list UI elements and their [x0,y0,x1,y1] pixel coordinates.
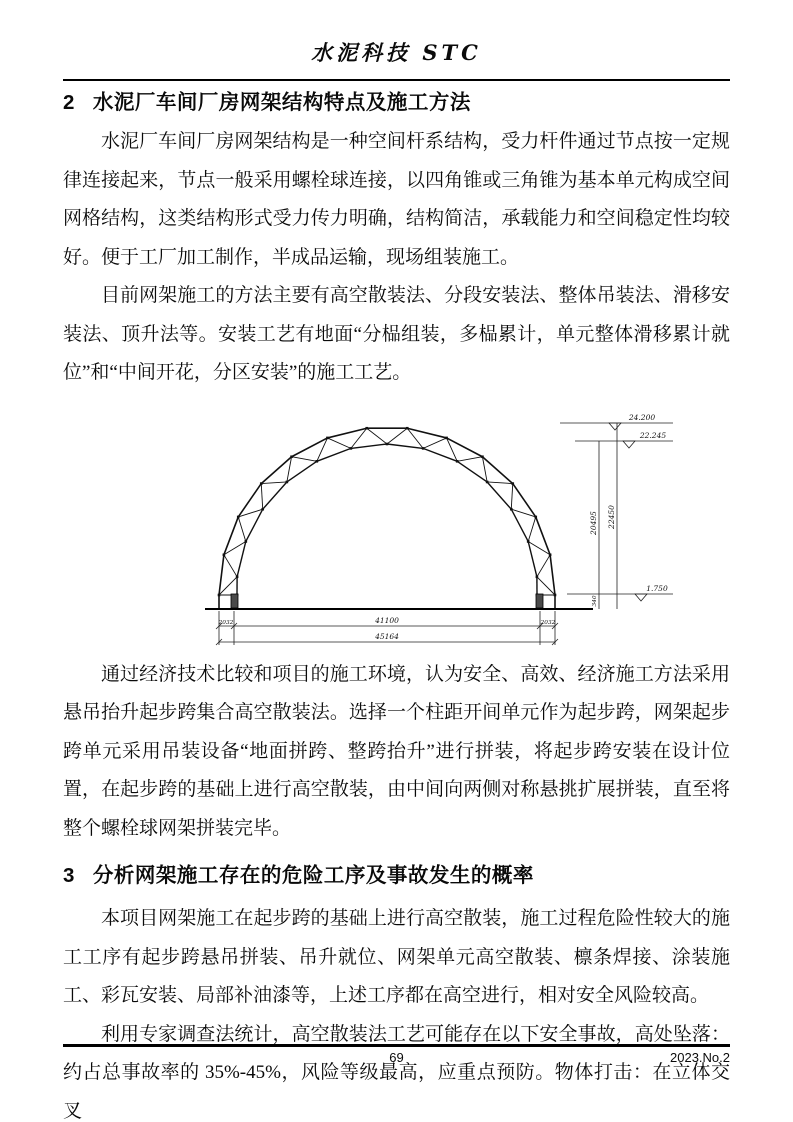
section-3-title: 分析网架施工存在的危险工序及事故发生的概率 [92,864,534,887]
arch-truss-diagram [195,395,695,647]
section-2-number: 2 [63,91,75,114]
issue-label: 2023.No.2 [670,1050,730,1065]
section-2-title: 水泥厂车间厂房网架结构特点及施工方法 [92,91,471,114]
main-span-dim-label: 41100 [375,615,399,625]
section-2-heading [63,88,730,118]
page-number: 69 [389,1050,404,1065]
section-3-paragraph-1: 本项目网架施工在起步跨的基础上进行高空散装，施工过程危险性较大的施工工序有起步跨悬吊拼装、吊升就位、网架单元高空散装、檩条焊接、涂装施工、彩瓦安装、局部补油漆等，上述工序都在高空进行，相对安全风险较高。 [63,908,730,1006]
section-2-paragraph-1: 水泥厂车间厂房网架结构是一种空间杆系结构，受力杆件通过节点按一定规律连接起来，节点一般采用螺栓球连接，以四角锥或三角锥为基本单元构成空间网格结构，这类结构形式受力传力明确，结构简洁，承载能力和空间稳定性均较好。便于工厂加工制作，半成品运输，现场组装施工。 [63,131,730,268]
arch-truss-figure [195,395,695,652]
elev-mid-label: 22.245 [639,430,667,440]
base-offset-dim-label: 340 [592,594,598,607]
section-3-paragraph-2: 利用专家调查法统计，高空散装法工艺可能存在以下安全事故，高处坠落：约占总事故率的 35%-45%，风险等级最高，应重点预防。物体打击：在立体交叉 [63,1023,730,1122]
right-span-dim-label: 2032 [540,619,556,626]
section-3-number: 3 [63,864,75,887]
left-pedestal [231,594,238,608]
section-2-paragraph-3: 通过经济技术比较和项目的施工环境，认为安全、高效、经济施工方法采用悬吊抬升起步跨集合高空散装法。选择一个柱距开间单元作为起步跨，网架起步跨单元采用吊装设备“地面拼跨、整跨抬升”进行拼装，将起步跨安装在设计位置，在起步跨的基础上进行高空散装，由中间向两侧对称悬挑扩展拼装，直至将整个螺栓球网架拼装完毕。 [63,663,730,839]
right-pedestal [536,594,543,608]
section-2-paragraph-2: 目前网架施工的方法主要有高空散装法、分段安装法、整体吊装法、滑移安装法、顶升法等。安装工艺有地面“分榀组装，多榀累计，单元整体滑移累计就位”和“中间开花，分区安装”的施工工艺。 [63,285,730,383]
vertical-dim-lines [560,423,673,609]
outer-height-dim-label: 22450 [607,504,616,529]
elev-top-label: 24.200 [628,412,656,422]
section-3-heading [63,861,730,891]
total-span-dim-label: 45164 [375,631,399,641]
footer-rule [63,1044,730,1047]
inner-height-dim-label: 20495 [589,510,598,535]
left-span-dim-label: 2032 [218,619,234,626]
header-rule [63,79,730,81]
page-footer [63,1044,730,1065]
elev-base-label: 1.750 [646,583,668,593]
journal-title: 水泥科技 STC [311,40,482,65]
